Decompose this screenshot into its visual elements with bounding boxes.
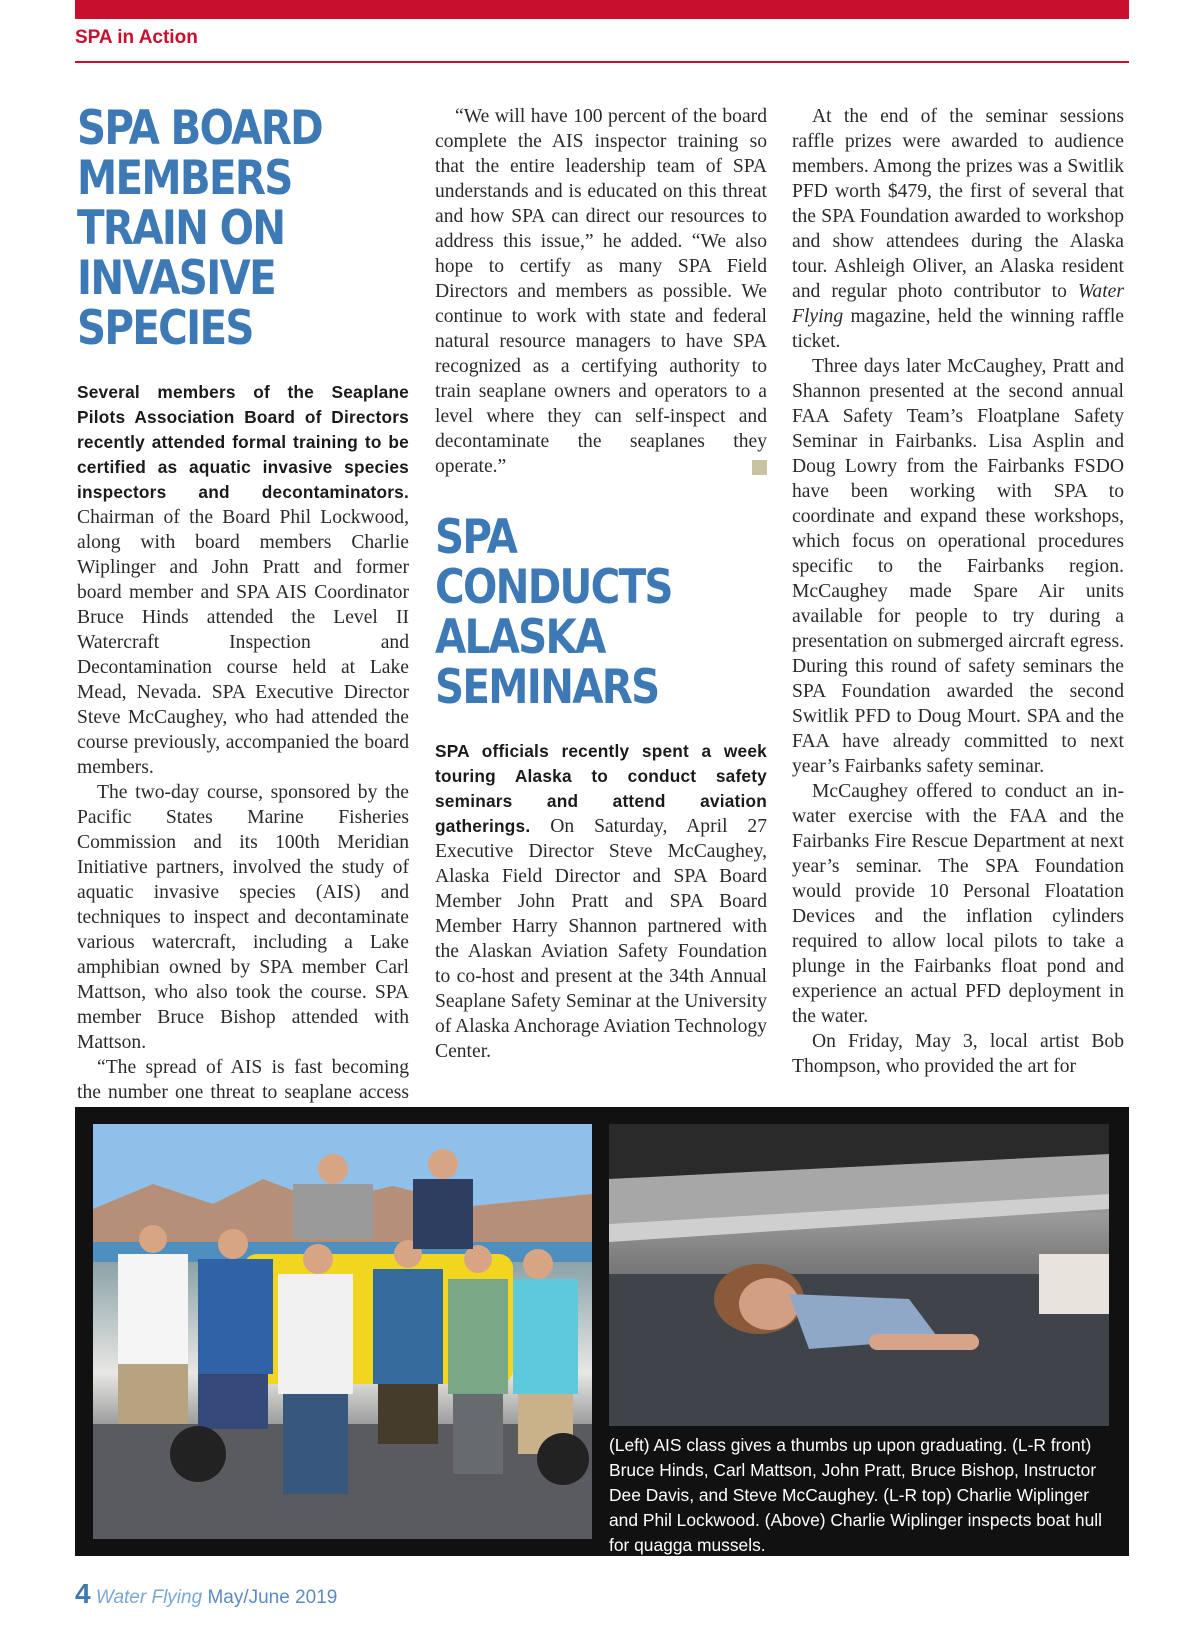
hull-inspection-illustration [609,1124,1109,1426]
article-1-p4-text: “We will have 100 percent of the board complete the AIS inspector training so that the entire leadership team of SPA understands and is educated on this threat and how SPA can direct our resources to address this issue,” he added. “We also hope to certify as many SPA Field Directors and members as possible. We continue to work with state and federal natural resource managers to have SPA recognized as a certifying authority to train seaplane owners and operators to a level where they can self-inspect and decontaminate the seaplanes they operate.” [435,106,767,477]
photo-caption: (Left) AIS class gives a thumbs up upon graduating. (L-R front) Bruce Hinds, Carl Mattson, John Pratt, Bruce Bishop, Instructor Dee Davis, and Steve McCaughey. (L-R top) Charlie Wiplinger and Phil Lockwood. (Above) Charlie Wiplinger inspects boat hull for quagga mussels. [609,1435,1102,1555]
article-1-paragraph-1 [77,380,409,780]
page-number: 4 [75,1578,91,1609]
column-1 [77,101,409,1255]
article-1-p1-body: Chairman of the Board Phil Lockwood, along with board members Charlie Wiplinger and John Pratt and former board member and SPA AIS Coordinator Bruce Hinds attended the Level II Watercraft Inspection and Decontamination course held at Lake Mead, Nevada. SPA Executive Director Steve McCaughey, who had attended the course previously, accompanied the board members. [77,507,409,778]
article-2-paragraph-4: McCaughey offered to conduct an in-water exercise with the FAA and the Fairbanks Fire Rescue Department at next year’s seminar. The SPA Foundation would provide 10 Personal Floatation Devices and the inflation cylinders required to allow local pilots to take a plunge in the Fairbanks float pond and experience an actual PFD deployment in the water. [792,781,1124,1027]
article-1-paragraph-4 [435,104,767,479]
article-1-paragraph-3: “The spread of AIS is fast becoming the number one threat to seaplane access [77,1057,409,1103]
magazine-title-inline: Water Flying [792,281,1124,327]
column-3 [792,104,1124,1079]
article-2-headline: SPA CONDUCTS ALASKA SEMINARS [435,510,672,715]
column-2 [435,104,767,1064]
article-1-headline: SPA BOARD MEMBERS TRAIN ON INVASIVE SPECIES [77,101,322,356]
article-2-paragraph-3: Three days later McCaughey, Pratt and Shannon presented at the second annual FAA Safety Team’s Floatplane Safety Seminar in Fairbanks. Lisa Asplin and Doug Lowry from the Fairbanks FSDO have been working with SPA to coordinate and expand these workshops, which focus on operational procedures specific to the Fairbanks region. McCaughey made Spare Air units available for people to try during a presentation on submerged aircraft egress. During this round of safety seminars the SPA Foundation awarded the second Switlik PFD to Doug Mourt. SPA and the FAA have already committed to next year’s Fairbanks safety seminar. [792,356,1124,777]
end-of-article-mark [752,460,767,475]
article-2-p2-text-a: At the end of the seminar sessions raffle prizes were awarded to audience members. Among the prizes was a Switlik PFD worth $479, the first of several that the SPA Foundation awarded to workshop and show attendees during the Alaska tour. Ashleigh Oliver, an Alaska resident and regular photo contributor to [792,106,1124,302]
article-2-p1-body: On Saturday, April 27 Executive Director Steve McCaughey, Alaska Field Director and SPA Board Member John Pratt and SPA Board Member Harry Shannon partnered with the Alaskan Aviation Safety Foundation to co-host and present at the 34th Annual Seaplane Safety Seminar at the University of Alaska Anchorage Aviation Technology Center. [435,816,768,1062]
article-2-paragraph-5: On Friday, May 3, local artist Bob Thompson, who provided the art for [792,1031,1124,1077]
section-label: SPA in Action [75,27,198,48]
page-footer [75,1578,337,1610]
article-1-paragraph-2: The two-day course, sponsored by the Pacific States Marine Fisheries Commission and its 100th Meridian Initiative partners, involved the study of aquatic invasive species (AIS) and techniques to inspect and decontaminate various watercraft, including a Lake amphibian owned by SPA member Carl Mattson, who also took the course. SPA member Bruce Bishop attended with Mattson. [77,782,409,1053]
footer-magazine-title: Water Flying [95,1587,203,1608]
article-1-lede: Several members of the Seaplane Pilots Association Board of Directors recently attended formal training to be certified as aquatic invasive species inspectors and decontaminators. [77,382,409,502]
article-2-paragraph-1 [435,739,767,1064]
article-2-p2-text-b: magazine, held the winning raffle ticket. [792,306,1124,352]
footer-issue-date: May/June 2019 [207,1587,338,1608]
article-2-lede: SPA officials recently spent a week touring Alaska to conduct safety seminars and attend aviation gatherings. [435,741,767,836]
section-divider [75,61,1129,63]
header-color-bar [75,0,1129,19]
hull-inspection-photo [609,1124,1109,1426]
article-2-paragraph-2 [792,104,1124,354]
group-photo [93,1124,592,1539]
group-photo-illustration [93,1124,592,1539]
